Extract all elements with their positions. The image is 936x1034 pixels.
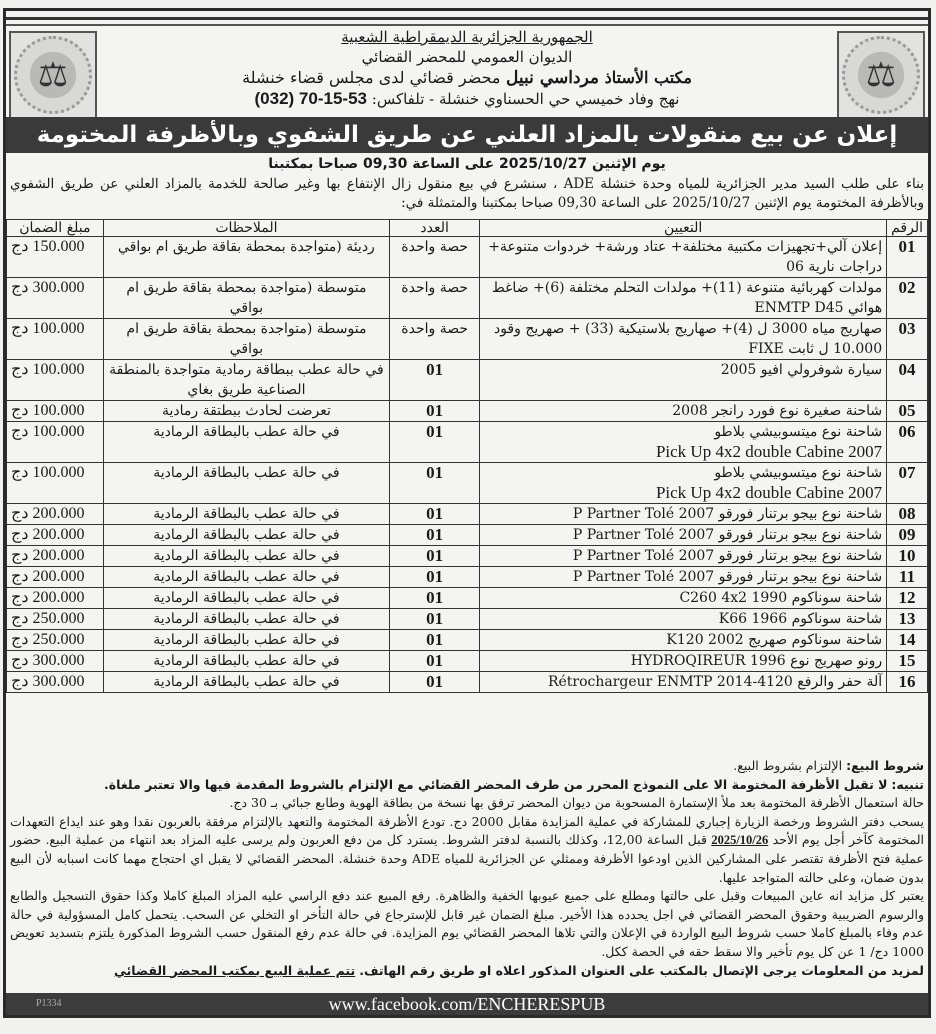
condition-paragraph-1: حالة استعمال الأظرفة المختومة بعد ملأ الإستمارة المسحوبة من ديوان المحضر ترفق بها نسخة من بطاقة الهوية وطابع جبائي بـ 30 دج. <box>229 795 924 811</box>
row-number: 03 <box>887 319 928 360</box>
sale-terms-text: الإلتزام بشروط البيع. <box>733 758 843 773</box>
row-notes: في حالة عطب بالبطاقة الرمادية <box>103 546 389 567</box>
row-number: 04 <box>887 360 928 401</box>
notice-label: تنبيه: <box>891 776 924 792</box>
row-description <box>480 504 887 525</box>
row-notes: في حالة عطب بالبطاقة الرمادية <box>103 588 389 609</box>
row-description <box>480 319 887 360</box>
row-guarantee-amount: 200.000 دج <box>7 567 104 588</box>
contact-text: لمزيد من المعلومات يرجى الإتصال بالمكتب على العنوان المذكور اعلاه او طريق رقم الهاتف. <box>359 962 924 978</box>
table-header-row <box>7 220 928 237</box>
description-text: شاحنة نوع بيجو برتنار فورقو P Partner Tolé 2007 <box>572 548 883 564</box>
top-rule-secondary <box>6 24 928 26</box>
table-row <box>7 360 928 401</box>
row-description <box>480 630 887 651</box>
row-number: 11 <box>887 567 928 588</box>
row-quantity: 01 <box>390 630 480 651</box>
row-quantity: 01 <box>390 546 480 567</box>
table-row <box>7 463 928 504</box>
row-number: 06 <box>887 422 928 463</box>
address: نهج وفاد خميسي حي الحسناوي خنشلة - تلفاكس: <box>371 90 680 108</box>
row-guarantee-amount: 200.000 دج <box>7 525 104 546</box>
row-quantity: 01 <box>390 651 480 672</box>
row-notes: رديئة (متواجدة بمحطة بقاقة طريق ام بواقي <box>103 237 389 278</box>
contact-info <box>10 962 924 981</box>
header-amount: مبلغ الضمان <box>7 220 104 237</box>
condition-2b: قبل الساعة 12,00، وكذلك بالنسبة لدفتر الشروط. يسترد كل من دفع العربون ولم يرسى عليه المزاد بعد انتهاء من عملية البيع. حضور عملية فتح الأظرفة تقتصر على المشاركين الذين اودعوا الأظرفة وممثلي عن الجزائرية للمياه ADE وحدة خنشلة. المحضر القضائي لا يقبل اي احتجاج مهما كانت اسبابه لأن البيع بدون ضمان، وعلى حالته المتواجد عليها. <box>10 832 924 885</box>
row-guarantee-amount: 100.000 دج <box>7 422 104 463</box>
row-guarantee-amount: 100.000 دج <box>7 463 104 504</box>
row-description <box>480 609 887 630</box>
row-description <box>480 525 887 546</box>
bailiff-name: مرداسي نبيل <box>506 68 600 88</box>
table-row <box>7 672 928 693</box>
sale-location: تتم عملية البيع بمكتب المحضر القضائي <box>113 962 356 978</box>
row-number: 05 <box>887 401 928 422</box>
description-text: شاحنة نوع ميتسوبيشي بلاطو <box>714 465 883 481</box>
description-text: شاحنة نوع بيجو برتنار فورقو P Partner Tolé 2007 <box>572 527 883 543</box>
row-guarantee-amount: 300.000 دج <box>7 672 104 693</box>
notice-title-banner: إعلان عن بيع منقولات بالمزاد العلني عن طريق الشفوي وبالأظرفة المختومة <box>6 117 928 153</box>
row-description <box>480 360 887 401</box>
header-desc: التعيين <box>480 220 887 237</box>
row-number: 08 <box>887 504 928 525</box>
table-row <box>7 504 928 525</box>
row-guarantee-amount: 100.000 دج <box>7 360 104 401</box>
sale-conditions <box>10 757 924 980</box>
row-notes: في حالة عطب بالبطاقة الرمادية <box>103 525 389 546</box>
table-row <box>7 237 928 278</box>
row-quantity: 01 <box>390 672 480 693</box>
row-notes: متوسطة (متواجدة بمحطة بقاقة طريق ام بواقي <box>103 319 389 360</box>
row-quantity: 01 <box>390 360 480 401</box>
table-row <box>7 525 928 546</box>
seal-logo-left <box>9 31 97 119</box>
description-text: شاحنة سوناكوم K66 1966 <box>718 611 883 627</box>
row-guarantee-amount: 250.000 دج <box>7 609 104 630</box>
table-row <box>7 567 928 588</box>
row-quantity: 01 <box>390 567 480 588</box>
description-text: شاحنة نوع بيجو برتنار فورقو P Partner Tolé 2007 <box>572 569 883 585</box>
bailiff-title: محضر قضائي لدى مجلس قضاء خنشلة <box>242 68 501 87</box>
ad-code: P1334 <box>36 998 62 1009</box>
row-quantity: 01 <box>390 401 480 422</box>
row-guarantee-amount: 200.000 دج <box>7 546 104 567</box>
bailiff-prefix: مكتب الأستاذ <box>604 68 692 87</box>
table-row <box>7 588 928 609</box>
row-guarantee-amount: 100.000 دج <box>7 401 104 422</box>
row-notes: في حالة عطب بالبطاقة الرمادية <box>103 463 389 504</box>
table-row <box>7 401 928 422</box>
row-number: 14 <box>887 630 928 651</box>
facebook-link[interactable]: www.facebook.com/ENCHERESPUB <box>328 994 606 1014</box>
description-text: مولدات كهربائية متنوعة (11)+ مولدات التحلم مختلفة (6)+ ضاغط هوائي ENMTP D45 <box>491 280 883 316</box>
row-description <box>480 672 887 693</box>
description-text: شاحنة سوناكوم C260 4x2 1990 <box>679 590 883 606</box>
auction-date: يوم الإثنين 2025/10/27 على الساعة 09,30 صباحا بمكتبنا <box>268 156 666 172</box>
description-text: صهاريج مياه 3000 ل (4)+ صهاريج بلاستيكية (33) + صهريج وقود 10.000 ل ثابت FIXE <box>493 321 883 357</box>
row-number: 01 <box>887 237 928 278</box>
row-notes: في حالة عطب بالبطاقة الرمادية <box>103 651 389 672</box>
row-description <box>480 278 887 319</box>
row-quantity: 01 <box>390 588 480 609</box>
letterhead-text <box>106 27 828 109</box>
description-text: سيارة شوفرولي افيو 2005 <box>720 362 883 378</box>
seal-logo-right <box>837 31 925 119</box>
description-latin: Pick Up 4x2 double Cabine 2007 <box>655 442 883 461</box>
table-row <box>7 651 928 672</box>
intro-paragraph: بناء على طلب السيد مدير الجزائرية للمياه وحدة خنشلة ADE ، سنشرع في بيع منقول زال الإنتفاع بها وغير صالحة للخدمة بالمزاد العلني عن طريق الشفوي وبالأظرفة المختومة يوم الإثنين 2025/10/27 على الساعة 09,30 صباحا بمكتبنا والمتمثلة في: <box>10 176 924 211</box>
row-notes: متوسطة (متواجدة بمحطة بقاقة طريق ام بواقي <box>103 278 389 319</box>
scales-of-justice-icon: ⚖ <box>842 36 920 114</box>
header-num: الرقم <box>887 220 928 237</box>
header-notes: الملاحظات <box>103 220 389 237</box>
row-quantity: حصة واحدة <box>390 319 480 360</box>
row-quantity: 01 <box>390 504 480 525</box>
row-notes: في حالة عطب ببطاقة رمادية متواجدة بالمنطقة الصناعية طريق بغاي <box>103 360 389 401</box>
sale-terms <box>10 757 924 776</box>
row-guarantee-amount: 200.000 دج <box>7 588 104 609</box>
row-description <box>480 237 887 278</box>
row-quantity: 01 <box>390 525 480 546</box>
row-notes: في حالة عطب بالبطاقة الرمادية <box>103 630 389 651</box>
office-name: الديوان العمومي للمحضر القضائي <box>361 48 573 66</box>
auction-notice <box>3 8 931 1018</box>
row-quantity: 01 <box>390 463 480 504</box>
row-quantity: حصة واحدة <box>390 237 480 278</box>
row-notes: تعرضت لحادث ببطتقة رمادية <box>103 401 389 422</box>
description-text: رونو صهريج نوع HYDROQIREUR 1996 <box>630 653 883 669</box>
description-latin: Pick Up 4x2 double Cabine 2007 <box>655 483 883 502</box>
row-description <box>480 422 887 463</box>
row-number: 09 <box>887 525 928 546</box>
row-guarantee-amount: 150.000 دج <box>7 237 104 278</box>
condition-paragraph-2 <box>10 813 924 887</box>
top-rule <box>6 17 928 20</box>
table-row <box>7 422 928 463</box>
notice-text: لا تقبل الأظرفة المختومة الا على النموذج المحرر من طرف المحضر القضائي مع الإلتزام بالشروط المقدمة فيها والا تعتبر ملغاة. <box>104 776 888 792</box>
description-text: شاحنة سوناكوم صهريج K120 2002 <box>666 632 883 648</box>
row-number: 02 <box>887 278 928 319</box>
condition-2a: يسحب دفتر الشروط ورخصة الزيارة إجباري للمشاركة في عملية المزايدة مقابل 2000 دج. تودع الأظرفة المختومة والتعهد بالإلتزام مرفقة بالعربون نقدا وهو عند ايداع التعهدات المختومة كآخر أجل يوم الأحد <box>10 813 924 848</box>
row-guarantee-amount: 300.000 دج <box>7 278 104 319</box>
condition-paragraph-3: يعتبر كل مزايد انه عاين المبيعات وقبل على حالتها ومطلع على جميع عيوبها الخفية والظاهرة. رفع المبيع عند دفع الراسي عليه المزاد المبلغ كاملا وكذا حقوق التسجيل والطابع والرسوم الضريبية وحقوق المحضر القضائي في اجل يحدده هذا الأخير. مبلغ الضمان غير قابل للإسترجاع في حالة التأخر او التخلي عن السحب. يتحمل كامل المسؤولية في حالة عدم وفاء بالمبلغ كاملا حسب شروط البيع الواردة في الإعلان والتي تلاها المحضر القضائي يوم المزايدة. في حالة عدم رفع المنقول حسب الشروط المذكورة يلتزم بتسديد تعويض 1000 دج/ 1 عن كل يوم تأخير والا سقط حقه في الحصة ككل. <box>10 888 924 959</box>
row-notes: في حالة عطب بالبطاقة الرمادية <box>103 609 389 630</box>
deadline-date: 2025/10/26 <box>711 833 769 848</box>
scales-of-justice-icon: ⚖ <box>14 36 92 114</box>
row-quantity: 01 <box>390 422 480 463</box>
notice <box>10 776 924 795</box>
header-qty: العدد <box>390 220 480 237</box>
row-number: 13 <box>887 609 928 630</box>
row-quantity: حصة واحدة <box>390 278 480 319</box>
description-text: إعلان آلي+تجهيزات مكتبية مختلفة+ عتاد ورشة+ خردوات متنوعة+ دراجات نارية 06 <box>488 239 883 275</box>
row-number: 16 <box>887 672 928 693</box>
row-notes: في حالة عطب بالبطاقة الرمادية <box>103 567 389 588</box>
row-description <box>480 651 887 672</box>
items-table <box>6 219 928 693</box>
description-text: آلة حفر والرفع Rétrochargeur ENMTP 2014-4120 <box>547 674 883 690</box>
row-description <box>480 401 887 422</box>
description-text: شاحنة صغيرة نوع فورد رانجر 2008 <box>672 403 883 419</box>
row-number: 15 <box>887 651 928 672</box>
row-quantity: 01 <box>390 609 480 630</box>
table-row <box>7 630 928 651</box>
table-row <box>7 609 928 630</box>
sale-terms-label: شروط البيع: <box>846 758 924 773</box>
description-text: شاحنة نوع ميتسوبيشي بلاطو <box>714 424 883 440</box>
row-description <box>480 463 887 504</box>
row-description <box>480 588 887 609</box>
row-number: 12 <box>887 588 928 609</box>
description-text: شاحنة نوع بيجو برتنار فورقو P Partner Tolé 2007 <box>572 506 883 522</box>
republic-name: الجمهورية الجزائرية الديمقراطية الشعبية <box>341 28 593 46</box>
table-row <box>7 319 928 360</box>
bailiff-office <box>106 67 828 89</box>
row-number: 10 <box>887 546 928 567</box>
row-description <box>480 567 887 588</box>
table-row <box>7 278 928 319</box>
row-guarantee-amount: 250.000 دج <box>7 630 104 651</box>
row-description <box>480 546 887 567</box>
letterhead <box>6 27 928 127</box>
footer-bar <box>6 993 928 1015</box>
row-notes: في حالة عطب بالبطاقة الرمادية <box>103 422 389 463</box>
address-line <box>106 89 828 109</box>
row-notes: في حالة عطب بالبطاقة الرمادية <box>103 672 389 693</box>
row-number: 07 <box>887 463 928 504</box>
phone-number: (032) 70-15-53 <box>254 89 367 108</box>
row-guarantee-amount: 100.000 دج <box>7 319 104 360</box>
row-guarantee-amount: 200.000 دج <box>7 504 104 525</box>
table-row <box>7 546 928 567</box>
row-guarantee-amount: 300.000 دج <box>7 651 104 672</box>
row-notes: في حالة عطب بالبطاقة الرمادية <box>103 504 389 525</box>
